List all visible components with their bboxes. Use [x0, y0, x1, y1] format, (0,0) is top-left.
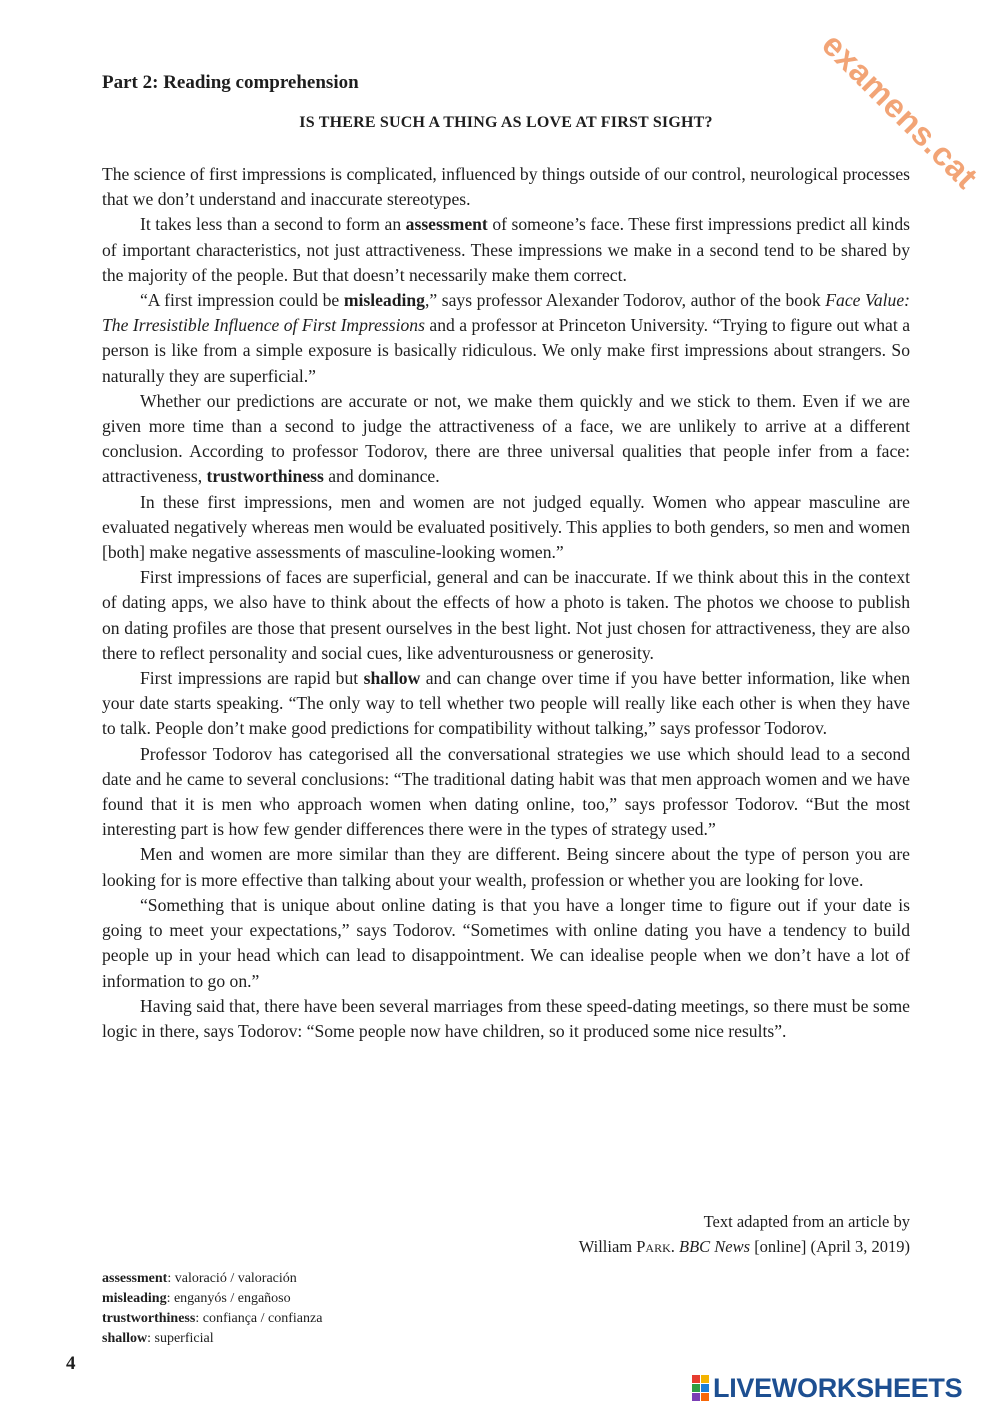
part-title: Part 2: Reading comprehension — [102, 72, 359, 93]
keyword-shallow: shallow — [363, 668, 421, 689]
glossary-item: shallow: superficial — [102, 1331, 214, 1346]
examens-watermark: examens.cat — [815, 25, 986, 196]
paragraph-2: It takes less than a second to form an assessment of someone’s face. These first impressions predict all kinds of important characteristics, not just attractiveness. These impressions we make in a second tend to be shared by the majority of the people. But that doesn’t necessarily make them correct. — [102, 214, 910, 285]
page-number: 4 — [66, 1353, 76, 1374]
brand-name: LIVEWORKSHEETS — [713, 1372, 963, 1403]
liveworksheets-brand[interactable] — [692, 1374, 962, 1402]
glossary — [102, 1269, 322, 1349]
article-title: IS THERE SUCH A THING AS LOVE AT FIRST SIGHT? — [299, 114, 713, 131]
book-title: Face Value: The Irresistible Influence of First Impressions — [102, 290, 910, 336]
paragraph-11: Having said that, there have been several marriages from these speed-dating meetings, so there must be some logic in there, says Todorov: “Some people now have children, so it produced some nice results”. — [102, 995, 910, 1041]
paragraph-6: First impressions of faces are superficial, general and can be inaccurate. If we think about this in the context of dating apps, we also have to think about the effects of how a photo is taken. The photos we choose to publish on dating profiles are those that present ourselves in the best light. Not just chosen for attractiveness, they are also there to reflect personality and social cues, like adventurousness or generosity. — [102, 567, 910, 663]
paragraph-3: “A first impression could be misleading,” says professor Alexander Todorov, author of the book Face Value: The Irresistible Influence of First Impressions and a professor at Princeton University. “Trying to figure out what a person is like from a simple exposure is basically ridiculous. We only make first impressions about strangers. So naturally they are superficial.” — [102, 290, 910, 386]
paragraph-8: Professor Todorov has categorised all the conversational strategies we use which should lead to a second date and he came to several conclusions: “The traditional dating habit was that men approach women and we have found that it is men who approach women when dating online, too,” says professor Todorov. “But the most interesting part is how few gender differences there were in the types of strategy used.” — [102, 743, 910, 840]
paragraph-5: In these first impressions, men and women are not judged equally. Women who appear masculine are evaluated negatively whereas men would be evaluated positively. This applies to both genders, so men and women [both] make negative assessments of masculine-looking women.” — [102, 491, 910, 563]
liveworksheets-logo-icon — [692, 1375, 709, 1401]
keyword-trustworthiness: trustworthiness — [206, 466, 324, 487]
paragraph-1: The science of first impressions is complicated, influenced by things outside of our control, neurological processes that we don’t understand and inaccurate stereotypes. — [102, 164, 910, 210]
source-citation — [579, 1209, 910, 1259]
keyword-misleading: misleading — [343, 290, 425, 311]
glossary-item: assessment: valoració / valoración — [102, 1271, 297, 1286]
article-body — [102, 162, 910, 1044]
glossary-item: trustworthiness: confiança / confianza — [102, 1311, 323, 1326]
keyword-assessment: assessment — [405, 214, 488, 235]
paragraph-10: “Something that is unique about online dating is that you have a longer time to figure out if your date is going to meet your expectations,” says Todorov. “Sometimes with online dating you have a tendency to build people up in your head which can lead to disappointment. We can idealise people when we don’t have a lot of information to go on.” — [102, 894, 910, 991]
paragraph-7: First impressions are rapid but shallow and can change over time if you have better information, like when your date starts speaking. “The only way to tell whether two people will really like each other is when they have to talk. People don’t make good predictions for compatibility without talking,” says professor Todorov. — [102, 668, 910, 739]
glossary-item: misleading: enganyós / engañoso — [102, 1291, 291, 1306]
paragraph-4: Whether our predictions are accurate or not, we make them quickly and we stick to them. Even if we are given more time than a second to judge the attractiveness of a face, we are unlikely to arrive at a different conclusion. According to professor Todorov, there are three universal qualities that people infer from a face: attractiveness, trustworthiness and dominance. — [102, 390, 910, 487]
source-line-2: William Park. BBC News [online] (April 3, 2019) — [578, 1237, 910, 1256]
source-line-1: Text adapted from an article by — [703, 1212, 910, 1231]
paragraph-9: Men and women are more similar than they are different. Being sincere about the type of person you are looking for is more effective than talking about your wealth, profession or whether you are looking for love. — [102, 844, 910, 890]
